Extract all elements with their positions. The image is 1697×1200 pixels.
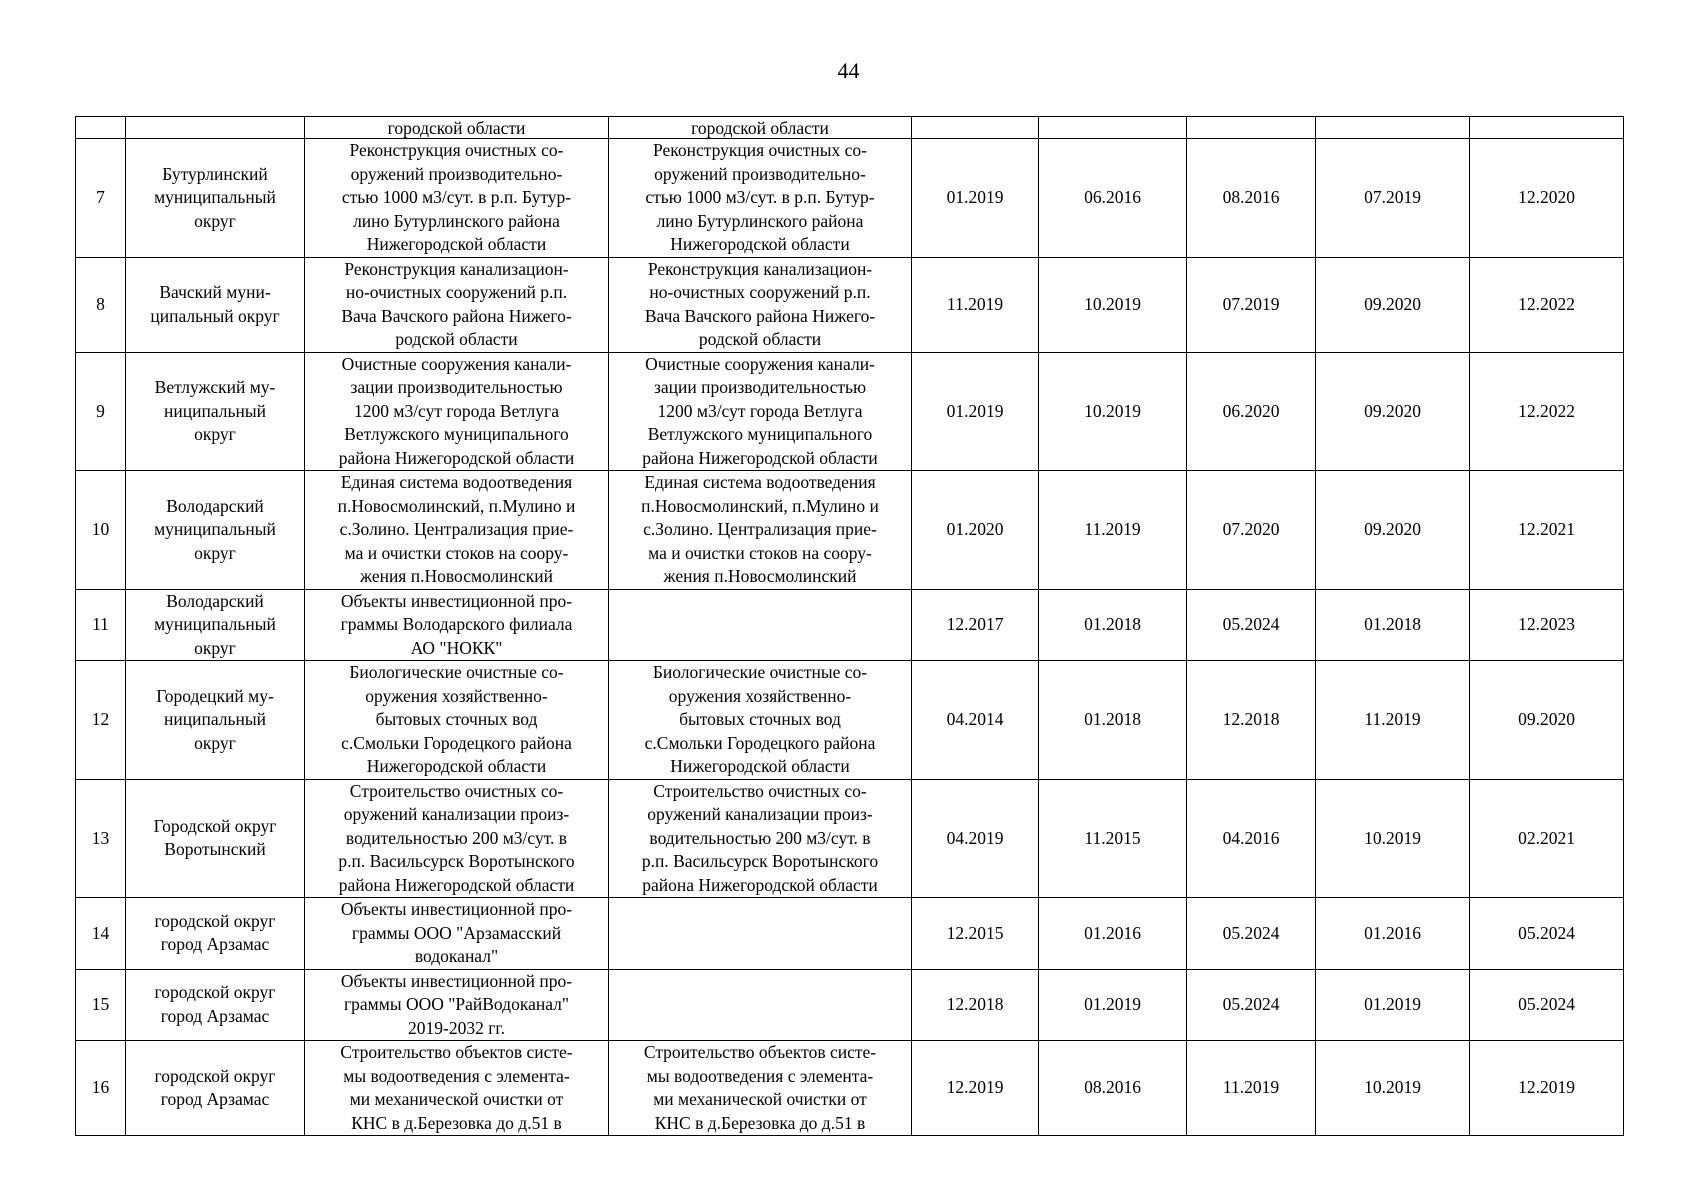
cell-date-3: 07.2019 [1187, 257, 1316, 352]
cell-date-4: 11.2019 [1316, 661, 1470, 780]
cell-date-1: 11.2019 [912, 257, 1039, 352]
cell-date-3: 12.2018 [1187, 661, 1316, 780]
cell-date-1: 01.2020 [912, 471, 1039, 590]
cell-num: 16 [76, 1041, 126, 1136]
cell-object-description: Очистные сооружения канали- зации производительностью 1200 м3/сут города Ветлуга Ветлужского муниципального района Нижегородской области [609, 352, 912, 471]
cell-date-4: 10.2019 [1316, 779, 1470, 898]
table-row [76, 661, 1624, 780]
cell-date-1: 12.2018 [912, 969, 1039, 1041]
cell-date-1: 12.2017 [912, 589, 1039, 661]
table-row [76, 471, 1624, 590]
cell-municipality: Володарский муниципальный округ [126, 589, 305, 661]
cell-object-description: Реконструкция канализацион- но-очистных сооружений р.п. Вача Вачского района Нижего- родской области [609, 257, 912, 352]
cell-date-3: 05.2024 [1187, 589, 1316, 661]
cell-object-name: Реконструкция канализацион- но-очистных сооружений р.п. Вача Вачского района Нижего- родской области [305, 257, 609, 352]
cell-object-name: Единая система водоотведения п.Новосмолинский, п.Мулино и с.Золино. Централизация прие- ма и очистки стоков на соору- жения п.Новосмолинский [305, 471, 609, 590]
schedule-table [75, 116, 1624, 1136]
cell-date-2: 11.2019 [1039, 471, 1187, 590]
cell-date-1: 04.2014 [912, 661, 1039, 780]
cell-date-5: 12.2022 [1470, 352, 1624, 471]
cell-num: 11 [76, 589, 126, 661]
cell-municipality: Володарский муниципальный округ [126, 471, 305, 590]
cell-object-description: Строительство объектов систе- мы водоотведения с элемента- ми механической очистки от КНС в д.Березовка до д.51 в [609, 1041, 912, 1136]
cell-date-2: 01.2019 [1039, 969, 1187, 1041]
cell-date-4: 01.2018 [1316, 589, 1470, 661]
cell-date-1: 12.2019 [912, 1041, 1039, 1136]
cell-date-3: 07.2020 [1187, 471, 1316, 590]
table-row [76, 257, 1624, 352]
cell-object-description [609, 589, 912, 661]
cell-date-5: 09.2020 [1470, 661, 1624, 780]
cell-num: 9 [76, 352, 126, 471]
cell-date-4: 01.2019 [1316, 969, 1470, 1041]
cell-object-name: городской области [305, 117, 609, 139]
cell-date-2: 01.2016 [1039, 898, 1187, 970]
cell-municipality: городской округ город Арзамас [126, 1041, 305, 1136]
cell-municipality: Городской округ Воротынский [126, 779, 305, 898]
cell-date-1: 01.2019 [912, 139, 1039, 258]
cell-date-4: 01.2016 [1316, 898, 1470, 970]
cell-date-2: 10.2019 [1039, 352, 1187, 471]
cell-date-1: 01.2019 [912, 352, 1039, 471]
table-row [76, 779, 1624, 898]
table-row [76, 898, 1624, 970]
cell-date-5: 02.2021 [1470, 779, 1624, 898]
cell-municipality: Вачский муни- ципальный округ [126, 257, 305, 352]
cell-num: 8 [76, 257, 126, 352]
cell-date-1: 12.2015 [912, 898, 1039, 970]
cell-date-3: 05.2024 [1187, 898, 1316, 970]
cell-date-3: 05.2024 [1187, 969, 1316, 1041]
cell-municipality [126, 117, 305, 139]
cell-num: 13 [76, 779, 126, 898]
cell-date-5: 05.2024 [1470, 969, 1624, 1041]
table-body [76, 117, 1624, 1136]
cell-date-5: 12.2023 [1470, 589, 1624, 661]
cell-num: 12 [76, 661, 126, 780]
cell-date-5: 12.2022 [1470, 257, 1624, 352]
cell-date-3 [1187, 117, 1316, 139]
cell-date-5: 12.2019 [1470, 1041, 1624, 1136]
cell-date-1: 04.2019 [912, 779, 1039, 898]
cell-municipality: Городецкий му- ниципальный округ [126, 661, 305, 780]
cell-date-2: 10.2019 [1039, 257, 1187, 352]
cell-date-4: 10.2019 [1316, 1041, 1470, 1136]
table-row [76, 139, 1624, 258]
cell-date-2: 11.2015 [1039, 779, 1187, 898]
cell-object-name: Строительство объектов систе- мы водоотведения с элемента- ми механической очистки от КНС в д.Березовка до д.51 в [305, 1041, 609, 1136]
cell-date-3: 11.2019 [1187, 1041, 1316, 1136]
cell-date-5: 12.2021 [1470, 471, 1624, 590]
cell-municipality: Бутурлинский муниципальный округ [126, 139, 305, 258]
cell-date-4: 07.2019 [1316, 139, 1470, 258]
cell-municipality: городской округ город Арзамас [126, 969, 305, 1041]
cell-object-name: Объекты инвестиционной про- граммы ООО "РайВодоканал" 2019-2032 гг. [305, 969, 609, 1041]
cell-object-name: Реконструкция очистных со- оружений производительно- стью 1000 м3/сут. в р.п. Бутур- лино Бутурлинского района Нижегородской области [305, 139, 609, 258]
cell-num: 14 [76, 898, 126, 970]
cell-date-3: 06.2020 [1187, 352, 1316, 471]
cell-object-description: Единая система водоотведения п.Новосмолинский, п.Мулино и с.Золино. Централизация прие- ма и очистки стоков на соору- жения п.Новосмолинский [609, 471, 912, 590]
table-row [76, 352, 1624, 471]
table-row [76, 589, 1624, 661]
cell-date-2: 08.2016 [1039, 1041, 1187, 1136]
cell-date-4: 09.2020 [1316, 471, 1470, 590]
cell-date-4 [1316, 117, 1470, 139]
cell-object-name: Биологические очистные со- оружения хозяйственно- бытовых сточных вод с.Смольки Городецкого района Нижегородской области [305, 661, 609, 780]
cell-date-4: 09.2020 [1316, 257, 1470, 352]
cell-date-2: 01.2018 [1039, 661, 1187, 780]
cell-date-1 [912, 117, 1039, 139]
cell-date-3: 04.2016 [1187, 779, 1316, 898]
table-row [76, 1041, 1624, 1136]
cell-date-2: 01.2018 [1039, 589, 1187, 661]
cell-municipality: городской округ город Арзамас [126, 898, 305, 970]
cell-object-name: Объекты инвестиционной про- граммы ООО "Арзамасский водоканал" [305, 898, 609, 970]
cell-object-name: Строительство очистных со- оружений канализации произ- водительностью 200 м3/сут. в р.п. Васильсурск Воротынского района Нижегородской области [305, 779, 609, 898]
cell-num: 10 [76, 471, 126, 590]
cell-object-description: Биологические очистные со- оружения хозяйственно- бытовых сточных вод с.Смольки Городецкого района Нижегородской области [609, 661, 912, 780]
page-number: 44 [837, 58, 860, 83]
cell-object-description: Реконструкция очистных со- оружений производительно- стью 1000 м3/сут. в р.п. Бутур- лино Бутурлинского района Нижегородской области [609, 139, 912, 258]
cell-object-description: Строительство очистных со- оружений канализации произ- водительностью 200 м3/сут. в р.п. Васильсурск Воротынского района Нижегородской области [609, 779, 912, 898]
cell-num [76, 117, 126, 139]
cell-date-2: 06.2016 [1039, 139, 1187, 258]
cell-object-description: городской области [609, 117, 912, 139]
cell-date-5: 12.2020 [1470, 139, 1624, 258]
cell-object-description [609, 969, 912, 1041]
table-row [76, 969, 1624, 1041]
cell-date-3: 08.2016 [1187, 139, 1316, 258]
cell-num: 7 [76, 139, 126, 258]
cell-date-5 [1470, 117, 1624, 139]
cell-municipality: Ветлужский му- ниципальный округ [126, 352, 305, 471]
cell-object-name: Объекты инвестиционной про- граммы Володарского филиала АО "НОКК" [305, 589, 609, 661]
cell-object-name: Очистные сооружения канали- зации производительностью 1200 м3/сут города Ветлуга Ветлужского муниципального района Нижегородской области [305, 352, 609, 471]
cell-date-4: 09.2020 [1316, 352, 1470, 471]
cell-num: 15 [76, 969, 126, 1041]
cell-object-description [609, 898, 912, 970]
table-row-continuation [76, 117, 1624, 139]
cell-date-5: 05.2024 [1470, 898, 1624, 970]
cell-date-2 [1039, 117, 1187, 139]
